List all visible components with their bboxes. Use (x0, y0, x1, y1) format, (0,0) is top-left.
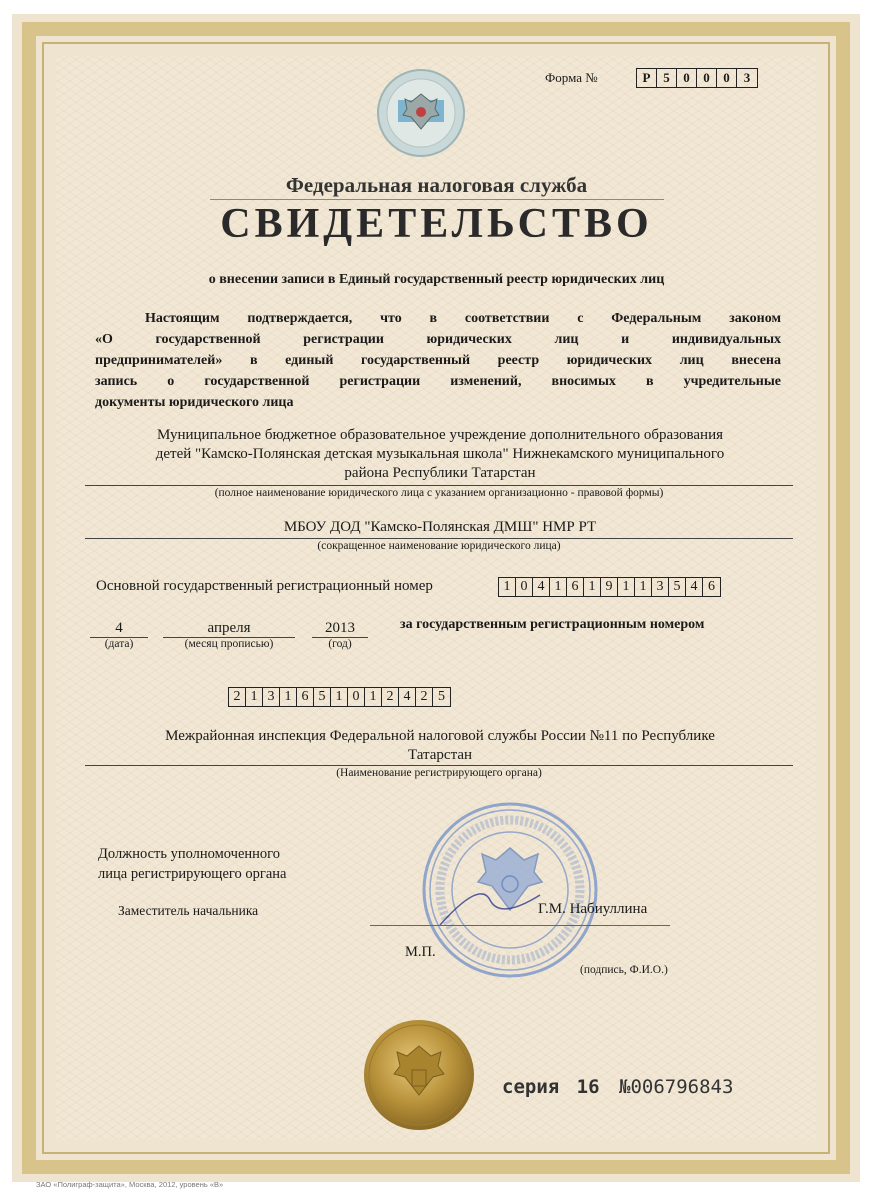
series-value: 16 (576, 1076, 600, 1098)
digit-cell: 4 (686, 578, 703, 596)
intro-word: регистрации (339, 374, 421, 389)
full-name (85, 426, 795, 483)
intro-paragraph (95, 308, 781, 413)
reg-number-label: за государственным регистрационным номером (400, 617, 705, 632)
intro-word: Настоящим (145, 311, 220, 326)
short-name-caption: (сокращенное наименование юридического лица) (317, 540, 561, 552)
intro-word: внесена (731, 353, 781, 368)
date-day-caption: (дата) (104, 638, 134, 650)
digit-cell: 0 (348, 688, 365, 706)
date-day: 4 (115, 620, 123, 636)
signer-role: Заместитель начальника (118, 903, 259, 918)
digit-cell: 5 (438, 689, 445, 704)
intro-word: вносимых (551, 374, 616, 389)
signer-name: Г.М. Набиуллина (538, 901, 648, 917)
intro-word: запись (95, 374, 138, 389)
series (502, 1076, 733, 1098)
digit-cell: 5 (657, 69, 677, 87)
digit-cell: 2 (382, 688, 399, 706)
intro-word: соответствии (464, 311, 550, 326)
full-name-rule (85, 485, 793, 486)
authority-caption: (Наименование регистрирующего органа) (336, 767, 542, 779)
digit-cell: 6 (708, 579, 715, 594)
date-month-caption: (месяц прописью) (184, 638, 274, 650)
full-name-line: Муниципальное бюджетное образовательное учреждение дополнительного образования (156, 427, 723, 443)
intro-word: реестр (497, 353, 540, 368)
full-name-caption: (полное наименование юридического лица с указанием организационно - правовой формы) (214, 487, 664, 499)
fns-emblem-icon (376, 68, 466, 158)
digit-cell: 3 (263, 688, 280, 706)
full-name-line: детей "Камско-Полянская детская музыкальная школа" Нижнекамского муниципального (155, 446, 725, 462)
digit-cell: 1 (331, 688, 348, 706)
digit-cell: 1 (280, 688, 297, 706)
digit-cell: 1 (499, 578, 516, 596)
digit-cell: 5 (314, 688, 331, 706)
date-year: 2013 (325, 620, 355, 636)
date-month: апреля (207, 620, 251, 636)
intro-word: государственный (361, 353, 471, 368)
intro-word: регистрации (303, 332, 384, 347)
series-label: серия (502, 1076, 560, 1098)
digit-cell: 2 (229, 688, 246, 706)
intro-word: изменений, (450, 374, 522, 389)
position-label-line1: Должность уполномоченного (98, 846, 281, 862)
digit-cell: 1 (635, 578, 652, 596)
authority-line: Межрайонная инспекция Федеральной налоговой службы России №11 по Республике (165, 728, 715, 744)
document-title: СВИДЕТЕЛЬСТВО (220, 201, 653, 247)
authority-rule (85, 765, 793, 766)
full-name-line: района Республики Татарстан (344, 465, 536, 481)
service-name: Федеральная налоговая служба (285, 173, 588, 197)
digit-cell: 1 (246, 688, 263, 706)
intro-line (95, 350, 781, 371)
signature-rule (370, 925, 670, 926)
intro-word: подтверждается, (247, 311, 353, 326)
digit-cell: 4 (399, 688, 416, 706)
intro-word: лиц (679, 353, 704, 368)
digit-cell: 5 (669, 578, 686, 596)
short-name-rule (85, 538, 793, 539)
intro-line: документы юридического лица (95, 395, 294, 410)
intro-word: государственной (155, 332, 261, 347)
date-year-caption: (год) (328, 638, 352, 650)
intro-word: единый (285, 353, 334, 368)
intro-word: учредительные (683, 374, 781, 389)
intro-word: законом (729, 311, 781, 326)
document-subtitle: о внесении записи в Единый государственный реестр юридических лиц (208, 272, 665, 287)
digit-cell: 0 (697, 69, 717, 87)
grn-cells (228, 687, 451, 707)
digit-cell: 6 (297, 688, 314, 706)
printer-footer: ЗАО «Полиграф-защита», Москва, 2012, уровень «В» (36, 1180, 224, 1189)
authority-name (85, 727, 795, 765)
form-label: Форма № (545, 70, 598, 85)
digit-cell: 0 (677, 69, 697, 87)
short-name: МБОУ ДОД "Камско-Полянская ДМШ" НМР РТ (283, 519, 597, 535)
intro-word: в (645, 374, 654, 389)
intro-word: государственной (204, 374, 310, 389)
digit-cell: 0 (717, 69, 737, 87)
intro-word: с (577, 311, 584, 326)
official-stamp-icon (420, 800, 600, 980)
intro-word: Федеральным (611, 311, 702, 326)
digit-cell: 4 (533, 578, 550, 596)
intro-word: лиц (554, 332, 579, 347)
digit-cell: Р (637, 69, 657, 87)
digit-cell: 0 (516, 578, 533, 596)
digit-cell: 2 (416, 688, 433, 706)
intro-line (95, 371, 781, 392)
form-number-cells (636, 68, 758, 88)
intro-word: юридических (426, 332, 512, 347)
mp-label: М.П. (405, 944, 436, 960)
intro-word: что (380, 311, 402, 326)
intro-word: индивидуальных (671, 332, 781, 347)
intro-word: «О (95, 332, 113, 347)
intro-word: в (249, 353, 258, 368)
digit-cell: 6 (567, 578, 584, 596)
digit-cell: 1 (618, 578, 635, 596)
authority-line: Татарстан (407, 747, 473, 763)
intro-word: юридических (566, 353, 653, 368)
intro-word: в (429, 311, 438, 326)
digit-cell: 9 (601, 578, 618, 596)
digit-cell: 1 (365, 688, 382, 706)
intro-word: о (167, 374, 175, 389)
intro-line (95, 308, 781, 329)
ogrn-label: Основной государственный регистрационный номер (96, 578, 433, 594)
signature-caption: (подпись, Ф.И.О.) (580, 964, 668, 976)
digit-cell: 1 (584, 578, 601, 596)
digit-cell: 1 (550, 578, 567, 596)
intro-word: и (621, 332, 630, 347)
digit-cell: 3 (743, 70, 751, 85)
ogrn-cells (498, 577, 721, 597)
digit-cell: 3 (652, 578, 669, 596)
intro-line (95, 329, 781, 350)
intro-word: предпринимателей» (95, 353, 223, 368)
gold-hologram-seal-icon (362, 1018, 476, 1132)
position-label-line2: лица регистрирующего органа (98, 866, 287, 882)
series-number: №006796843 (619, 1076, 734, 1098)
